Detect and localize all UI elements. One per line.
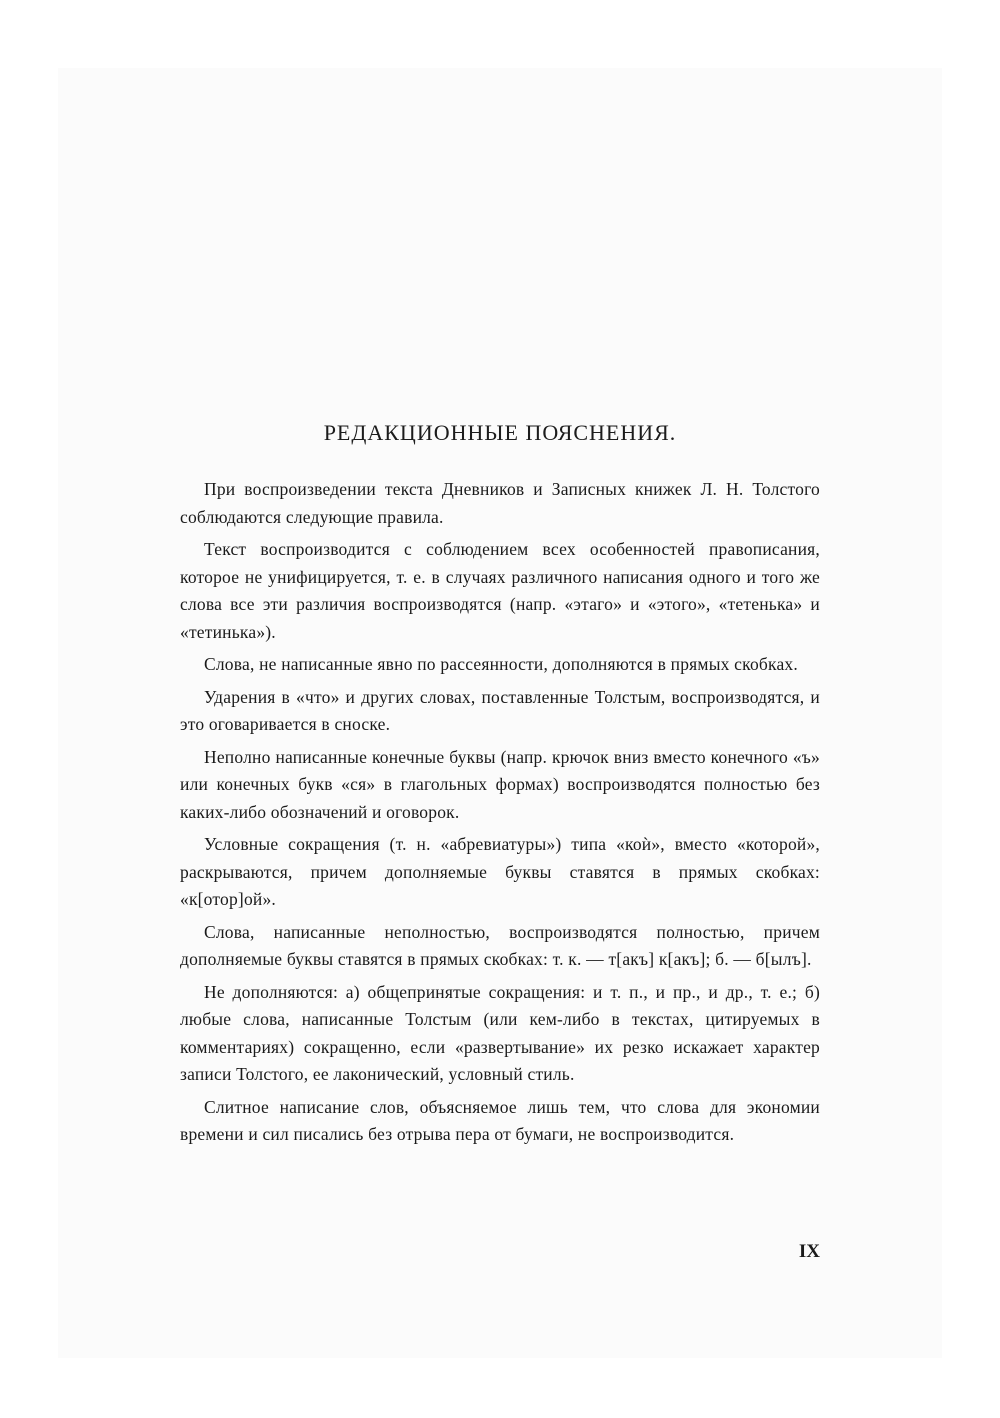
paragraph: Слитное написание слов, объясняемое лишь тем, что слова для экономии времени и сил писались без отрыва пера от бумаги, не воспроизводится. [180,1096,820,1144]
paragraph: При воспроизведении текста Дневников и Записных книжек Л. Н. Толстого соблюдаются следующие правила. [180,479,820,527]
body-text [180,476,820,1154]
paragraph: Неполно написанные конечные буквы (напр. крючок вниз вместо конечного «ъ» или конечных букв «ся» в глагольных формах) воспроизводятся полностью без каких-либо обозначений и оговорок. [180,746,820,822]
page-title: РЕДАКЦИОННЫЕ ПОЯСНЕНИЯ. [323,420,677,445]
paragraph: Слова, не написанные явно по рассеянности, дополняются в прямых скобках. [204,654,798,674]
paragraph: Условные сокращения (т. н. «абревиатуры») типа «коѝ», вместо «которой», раскрываются, причем дополняемые буквы ставятся в прямых скобках: «к[отор]ой». [180,834,820,909]
paragraph: Не дополняются: а) общепринятые сокращения: и т. п., и пр., и др., т. е.; б) любые слова, написанные Толстым (или кем-либо в текстах, цитируемых в комментариях) сокращенно, если «развертывание» их резко искажает характер записи Толстого, ее лаконический, условный стиль. [180,981,820,1084]
paragraph: Текст воспроизводится с соблюдением всех особенностей правописания, которое не унифицируется, т. е. в случаях различного написания одного и того же слова все эти различия воспроизводятся (напр. «этаго» и «этого», «тетенька» и «тетинька»). [180,539,820,642]
paragraph: Слова, написанные неполностью, воспроизводятся полностью, причем дополняемые буквы ставятся в прямых скобках: т. к. — т[акъ] к[акъ]; б. — б[ылъ]. [180,921,820,969]
paragraph: Ударения в «что» и других словах, поставленные Толстым, воспроизводятся, и это оговаривается в сноске. [180,686,820,734]
page-number: IX [798,1241,820,1262]
